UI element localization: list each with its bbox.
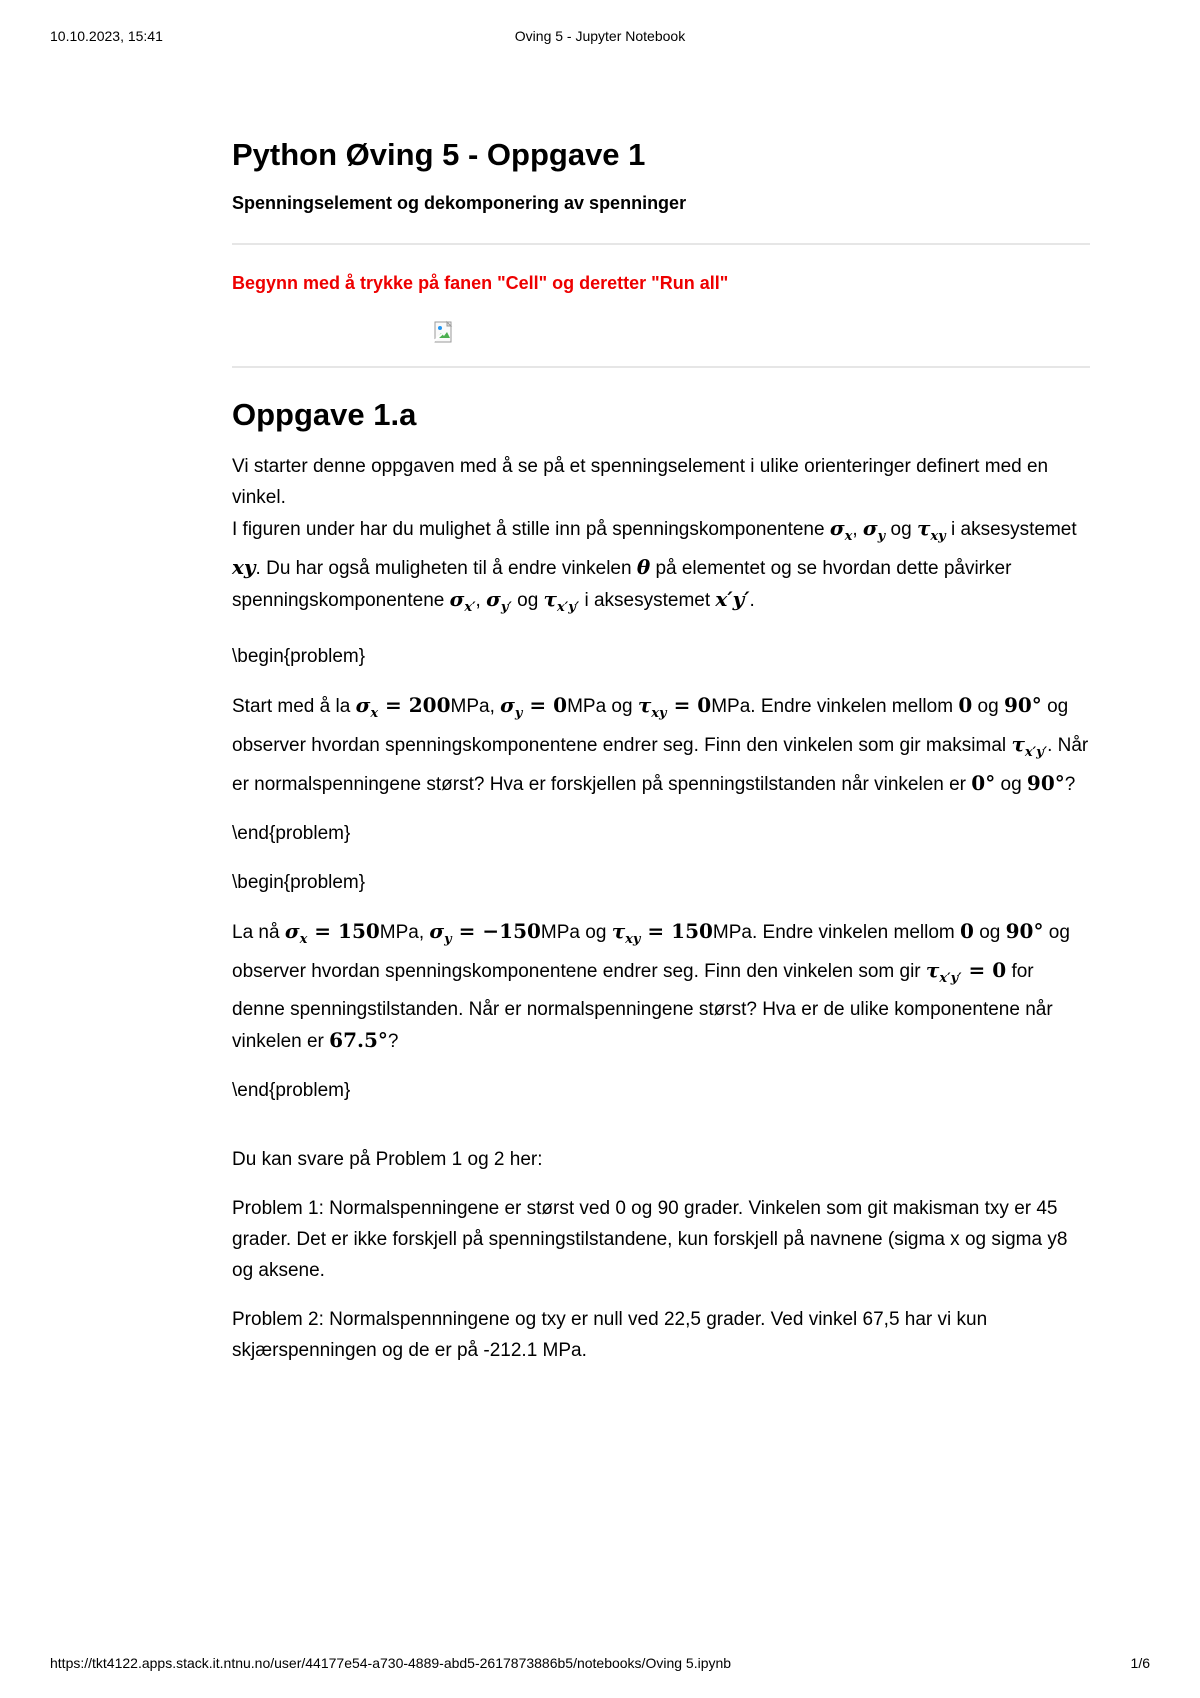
intro-text: Vi starter denne oppgaven med å se på et spenningselement i ulike orienteringer definert med en vinkel.: [232, 456, 1049, 509]
print-header: [50, 28, 1150, 50]
math-value: 90°: [1005, 919, 1044, 944]
math-value: 0: [960, 919, 974, 944]
intro-text: og: [511, 590, 544, 612]
problem-1-text: Start med å la $\sigma_x = 200MPa$, $\sigma_y = 0MPa$ og $\tau_{xy} = 0MPa$. Endre vinkelen mellom 0 og 90° og observer hvordan spenningskomponentene endrer seg. Finn den vinkelen som gir maksimal $\tau_{x'y'}$. Når er normalspenningene størst? Hva er forskjellen på spenningstilstanden når vinkelen er 0° og 90°?: [232, 693, 1089, 796]
print-footer: [50, 1655, 1150, 1677]
problem-2-text: La nå $\sigma_x = 150MPa$, $\sigma_y = -150MPa$ og $\tau_{xy} = 150MPa$. Endre vinkelen mellom 0 og 90° og observer hvordan spenningskomponentene endrer seg. Finn den vinkelen som gir $\tau_{x'y'} = 0$ for denne spenningstilstanden. Når er normalspenningene størst? Hva er de ulike komponentene når vinkelen er 67.5°?: [232, 919, 1070, 1053]
math-sigma-y: $\sigma_y$: [429, 919, 452, 948]
math-xy: xy: [232, 555, 256, 580]
math-tau-xpyp: $\tau_{x'y'}$: [925, 958, 962, 987]
math-value: 67.5°: [329, 1028, 388, 1053]
math-theta: θ: [636, 555, 651, 580]
notebook-subtitle: Spenningselement og dekomponering av spenninger: [232, 193, 687, 214]
notebook-title: Python Øving 5 - Oppgave 1: [232, 137, 646, 172]
intro-text: .: [749, 590, 755, 612]
math-sigma-y: $\sigma_y$: [862, 516, 886, 545]
intro-text: . Du har også muligheten til å endre vinkelen: [255, 558, 637, 580]
answer-problem-1[interactable]: Problem 1: Normalspenningene er størst ved 0 og 90 grader. Vinkelen som git makisman txy er 45 grader. Det er ikke forskjell på spenningstilstandene, kun forskjell på navnene (sigma x og sigma y8 og aksene.: [232, 1198, 1068, 1282]
print-datetime: 10.10.2023, 15:41: [50, 28, 163, 44]
notebook-content: [232, 128, 1090, 1366]
begin-problem-2: \begin{problem}: [232, 872, 366, 894]
intro-text: i aksesystemet: [945, 519, 1077, 541]
run-instruction: Begynn med å trykke på fanen "Cell" og deretter "Run all": [232, 273, 729, 294]
math-tau-xpyp: $\tau_{x'y'}$: [1011, 732, 1048, 761]
math-tau-xy: $\tau_{xy}$: [916, 516, 946, 545]
math-value: 0: [958, 693, 973, 718]
begin-problem-1: \begin{problem}: [232, 646, 366, 668]
intro-text: i aksesystemet: [579, 590, 716, 612]
print-page-title: Oving 5 - Jupyter Notebook: [514, 28, 686, 44]
math-sigma-x: $\sigma_x$: [829, 516, 853, 545]
divider: [232, 366, 1090, 368]
intro-text: I figuren under har du mulighet å stille inn på spenningskomponentene: [232, 519, 830, 541]
math-value: 90°: [1026, 771, 1065, 796]
math-xpyp: x′y′: [715, 587, 750, 612]
intro-text: på elementet og se hvordan dette påvirker spenningskomponentene: [232, 558, 1012, 612]
answer-intro: Du kan svare på Problem 1 og 2 her:: [232, 1149, 543, 1171]
math-value: 0°: [971, 771, 996, 796]
broken-image-icon: [432, 320, 458, 346]
math-value: = 150: [307, 919, 380, 944]
math-tau-xy: $\tau_{xy}$: [637, 693, 667, 722]
math-value: = 150: [640, 919, 713, 944]
answer-problem-2[interactable]: Problem 2: Normalspennningene og txy er null ved 22,5 grader. Ved vinkel 67,5 har vi kun skjærspenningen og de er på -212.1 MPa.: [232, 1309, 988, 1362]
math-value: = 0: [961, 958, 1007, 983]
print-url: https://tkt4122.apps.stack.it.ntnu.no/user/44177e54-a730-4889-abd5-2617873886b5/notebooks/Oving 5.ipynb: [50, 1655, 732, 1671]
math-sigma-x: $\sigma_x$: [284, 919, 308, 948]
end-problem-1: \end{problem}: [232, 823, 351, 845]
math-sigma-x: $\sigma_x$: [355, 693, 379, 722]
section-heading: Oppgave 1.a: [232, 397, 417, 433]
math-sigma-xp: $\sigma_{x'}$: [449, 587, 476, 616]
math-tau-xpyp: $\tau_{x'y'}$: [543, 587, 580, 616]
math-sigma-y: $\sigma_y$: [500, 693, 523, 722]
math-value: = 200: [378, 693, 451, 718]
end-problem-2: \end{problem}: [232, 1080, 351, 1102]
math-value: = 0: [522, 693, 568, 718]
math-tau-xy: $\tau_{xy}$: [611, 919, 641, 948]
divider: [232, 243, 1090, 245]
math-value: 90°: [1003, 693, 1042, 718]
math-value: = −150: [451, 919, 541, 944]
intro-paragraph: Vi starter denne oppgaven med å se på et spenningselement i ulike orienteringer definert med en vinkel. I figuren under har du mulighet å stille inn på spenningskomponentene $\sigma_x$, $\sigma_y$ og $\tau_{xy}$ i aksesystemet xy. Du har også muligheten til å endre vinkelen θ på elementet og se hvordan dette påvirker spenningskomponentene $\sigma_{x'}$, $\sigma_{y'}$ og $\tau_{x'y'}$ i aksesystemet x′y′.: [232, 456, 1077, 616]
math-sigma-yp: $\sigma_{y'}$: [486, 587, 512, 616]
intro-text: og: [885, 519, 917, 541]
page-count: 1/6: [1130, 1655, 1150, 1671]
math-value: = 0: [666, 693, 712, 718]
